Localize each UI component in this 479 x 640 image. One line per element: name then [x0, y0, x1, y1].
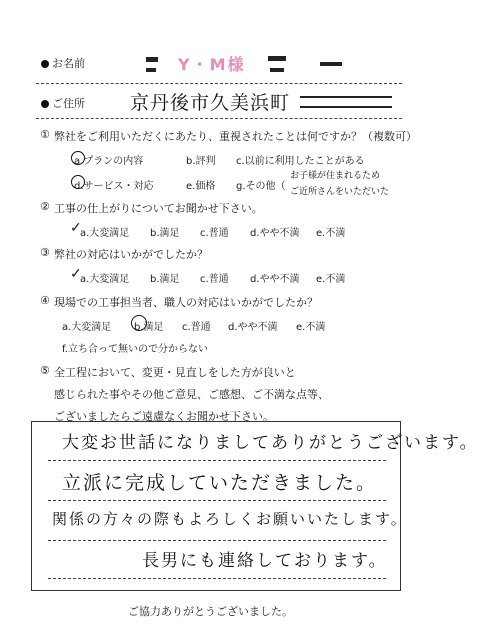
question-4-option-c: c.普通 — [182, 322, 211, 333]
question-2-check-mark: ✓ — [70, 220, 82, 236]
question-1-text: 弊社をご利用いただくにあたり、重視されたことは何ですか？（複数可） — [54, 130, 417, 143]
question-5-number: ⑤ — [40, 364, 50, 377]
customer-name: Y・M様 — [178, 55, 246, 74]
question-1-number: ① — [40, 128, 50, 141]
address-bullet — [41, 100, 49, 108]
comment-line-1: 大変お世話になりましてありがとうございます。 — [62, 433, 479, 453]
question-3-check-mark: ✓ — [70, 266, 82, 282]
question-1-option-c: c.以前に利用したことがある — [236, 156, 365, 167]
address-redaction — [300, 96, 392, 108]
name-bullet — [41, 60, 49, 68]
question-1-option-a: a.プランの内容 — [74, 156, 144, 167]
question-2-number: ② — [40, 200, 50, 213]
comment-line-4: 長男にも連絡しております。 — [142, 551, 388, 571]
question-2-option-b: b.満足 — [150, 228, 180, 239]
question-3-option-a: a.大変満足 — [80, 274, 130, 285]
comment-rule-4 — [48, 578, 386, 579]
footer-thanks: ご協力ありがとうございました。 — [128, 605, 293, 618]
name-redaction-left — [146, 57, 158, 62]
question-4-option-d: d.やや不満 — [228, 322, 278, 333]
question-3-option-b: b.満足 — [150, 274, 180, 285]
question-5-text-line2: 感じられた事やその他ご意見、ご感想、ご不満な点等、 — [54, 388, 329, 401]
question-3-option-d: d.やや不満 — [250, 274, 300, 285]
question-5-text-line3: ございましたらご遠慮なくお聞かせ下さい。 — [54, 410, 274, 423]
name-redaction-right-2 — [270, 68, 284, 72]
question-4-option-b: b.満足 — [134, 322, 164, 333]
name-redaction-left-2 — [146, 68, 156, 72]
question-4-option-a: a.大変満足 — [62, 322, 112, 333]
address-value: 京丹後市久美浜町 — [130, 92, 291, 114]
comment-rule-3 — [48, 540, 386, 541]
name-redaction-right — [268, 56, 286, 61]
question-2-option-a: a.大変満足 — [80, 228, 130, 239]
name-label: お名前 — [52, 57, 85, 70]
question-2-text: 工事の仕上がりについてお聞かせ下さい。 — [54, 202, 263, 215]
question-3-text: 弊社の対応はいかがでしたか？ — [54, 248, 208, 261]
question-1-option-g: g.その他（ — [236, 181, 286, 192]
comment-box — [31, 421, 479, 591]
question-1-option-d: d.サービス・対応 — [74, 181, 154, 192]
question-1-other-answer-line1: お子様が住まれるため — [290, 171, 381, 181]
question-3-option-c: c.普通 — [200, 274, 229, 285]
question-4-option-e: e.不満 — [296, 322, 326, 333]
question-4-text: 現場での工事担当者、職人の対応はいかがでしたか？ — [54, 296, 318, 309]
comment-line-3: 関係の方々の際もよろしくお願いいたします。 — [52, 510, 408, 528]
question-2-option-e: e.不満 — [316, 228, 346, 239]
question-1-option-e: e.価格 — [186, 181, 216, 192]
comment-rule-1 — [48, 460, 386, 461]
comment-rule-2 — [48, 500, 386, 501]
question-4-number: ④ — [40, 294, 50, 307]
question-1-option-b: b.評判 — [186, 156, 216, 167]
question-1-other-answer-line2: ご近所さんをいただいた — [290, 187, 390, 197]
question-5-text-line1: 全工程において、変更・見直しをした方が良いと — [54, 366, 296, 379]
question-3-option-e: e.不満 — [316, 274, 346, 285]
name-redaction-far-right — [320, 62, 342, 66]
name-underline — [36, 83, 402, 84]
question-3-number: ③ — [40, 246, 50, 259]
question-4-option-f: f.立ち合って無いので分からない — [62, 344, 208, 355]
question-2-option-c: c.普通 — [200, 228, 229, 239]
address-label: ご住所 — [52, 97, 85, 110]
address-underline — [36, 118, 402, 119]
comment-line-2: 立派に完成していただきました。 — [62, 472, 378, 494]
question-2-option-d: d.やや不満 — [250, 228, 300, 239]
